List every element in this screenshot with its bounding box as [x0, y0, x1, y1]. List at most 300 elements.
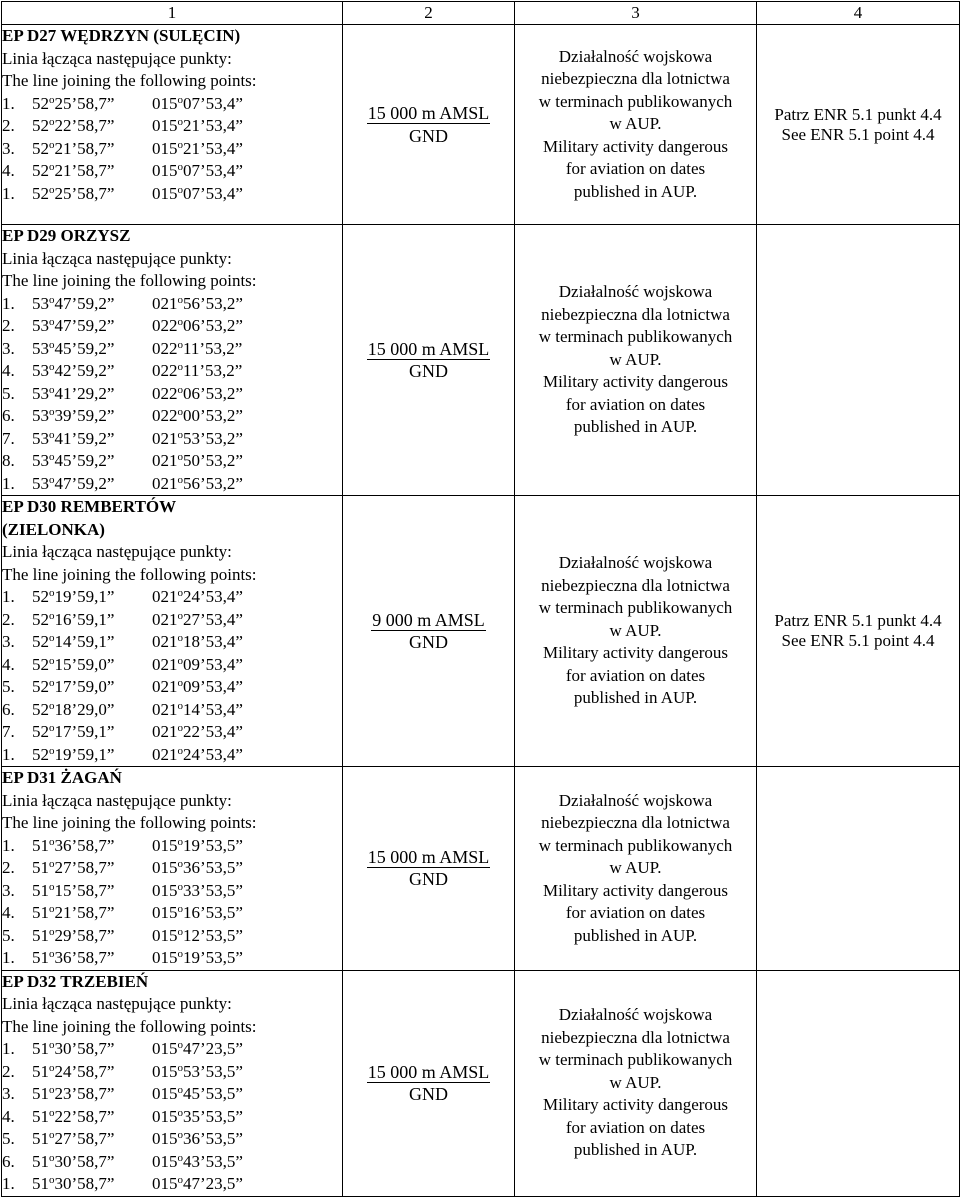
- latitude-degrees: 52: [32, 138, 49, 158]
- latitude-degrees: 51: [32, 1129, 49, 1148]
- point-number: 2.: [2, 858, 15, 877]
- vertical-limits-cell: [343, 970, 515, 1196]
- longitude-degrees: 021: [152, 677, 178, 696]
- point-number: 4.: [2, 903, 15, 922]
- latitude-minutes-seconds: 47’59,2”: [54, 293, 115, 313]
- activity-text-line: for aviation on dates: [565, 665, 706, 685]
- degree-sign: o: [49, 609, 55, 622]
- latitude: [32, 1151, 152, 1174]
- point-number: 1.: [2, 948, 15, 967]
- degree-sign: o: [49, 473, 55, 486]
- longitude-degrees: 021: [152, 654, 178, 674]
- degree-sign: o: [49, 383, 55, 396]
- longitude: [152, 1084, 243, 1103]
- coordinate-point: [2, 383, 342, 406]
- degree-sign: o: [49, 1129, 55, 1141]
- point-number: 1.: [2, 587, 15, 606]
- latitude-minutes-seconds: 17’59,0”: [54, 677, 115, 696]
- coordinate-point: [2, 721, 342, 744]
- point-number: 3.: [2, 632, 15, 651]
- degree-sign: o: [49, 1039, 55, 1051]
- latitude-minutes-seconds: 16’59,1”: [54, 609, 115, 629]
- latitude-degrees: 51: [32, 1039, 49, 1058]
- boundary-description-en: The line joining the following points:: [2, 71, 257, 90]
- activity-text-line: published in AUP.: [573, 1140, 698, 1160]
- activity-text-line: niebezpieczna dla lotnictwa: [541, 813, 730, 832]
- degree-sign: o: [49, 338, 55, 351]
- longitude-degrees: 015: [152, 925, 178, 945]
- coordinate-point: [2, 654, 342, 677]
- degree-sign: o: [177, 293, 183, 306]
- remarks-text-line: Patrz ENR 5.1 punkt 4.4: [774, 104, 942, 124]
- longitude-minutes-seconds: 24’53,4”: [183, 744, 243, 764]
- point-number: 4.: [2, 361, 15, 380]
- latitude: [32, 654, 152, 677]
- degree-sign: o: [49, 632, 55, 644]
- remarks-text-line: Patrz ENR 5.1 punkt 4.4: [774, 611, 942, 630]
- activity-text-line: Działalność wojskowa: [558, 790, 713, 810]
- latitude-minutes-seconds: 19’59,1”: [54, 744, 115, 764]
- activity-text-line: Military activity dangerous: [542, 372, 729, 392]
- activity-cell: [515, 767, 757, 971]
- latitude-degrees: 52: [32, 116, 49, 135]
- airspace-table: [1, 1, 960, 1197]
- point-number: 5.: [2, 925, 15, 945]
- longitude: [152, 116, 243, 135]
- latitude: [32, 450, 152, 473]
- remarks-cell: [757, 25, 960, 225]
- latitude-degrees: 51: [32, 858, 49, 877]
- latitude: [32, 699, 152, 722]
- latitude-minutes-seconds: 21’58,7”: [54, 138, 115, 158]
- degree-sign: o: [177, 948, 183, 960]
- activity-cell: [515, 496, 757, 767]
- latitude: [32, 835, 152, 858]
- longitude-degrees: 015: [152, 1106, 178, 1126]
- vertical-limits-cell: [343, 25, 515, 225]
- degree-sign: o: [177, 428, 183, 441]
- upper-limit: 15 000 m AMSL: [367, 846, 490, 867]
- coordinate-point: [2, 93, 342, 116]
- degree-sign: o: [177, 654, 183, 667]
- latitude-minutes-seconds: 36’58,7”: [54, 948, 115, 967]
- longitude-minutes-seconds: 14’53,4”: [183, 699, 243, 719]
- column-number-1: 1: [2, 2, 343, 25]
- latitude: [32, 586, 152, 609]
- point-number: 1.: [2, 1039, 15, 1058]
- degree-sign: o: [49, 1106, 55, 1119]
- latitude-degrees: 51: [32, 880, 49, 900]
- coordinate-point: [2, 744, 342, 767]
- degree-sign: o: [177, 903, 183, 915]
- latitude-minutes-seconds: 36’58,7”: [54, 835, 115, 855]
- longitude-degrees: 022: [152, 383, 178, 403]
- activity-text-line: for aviation on dates: [565, 394, 706, 414]
- latitude-minutes-seconds: 41’29,2”: [54, 383, 115, 403]
- latitude-degrees: 52: [32, 744, 49, 764]
- point-number: 5.: [2, 1129, 15, 1148]
- boundary-description-pl: Linia łącząca następujące punkty:: [2, 790, 232, 810]
- latitude-minutes-seconds: 30’58,7”: [54, 1039, 115, 1058]
- longitude-degrees: 015: [152, 138, 178, 158]
- point-number: 3.: [2, 138, 15, 158]
- latitude-degrees: 53: [32, 338, 49, 358]
- zone-area-cell: [2, 496, 343, 767]
- longitude: [152, 722, 243, 741]
- activity-text-line: w AUP.: [609, 620, 662, 640]
- degree-sign: o: [177, 473, 183, 486]
- longitude-degrees: 021: [152, 293, 178, 313]
- latitude-degrees: 51: [32, 1061, 49, 1081]
- longitude-minutes-seconds: 06’53,2”: [183, 383, 243, 403]
- point-number: 3.: [2, 338, 15, 358]
- longitude-degrees: 015: [152, 948, 178, 967]
- degree-sign: o: [177, 138, 183, 151]
- boundary-description-en: The line joining the following points:: [2, 1016, 257, 1036]
- point-number: 4.: [2, 654, 15, 674]
- latitude: [32, 631, 152, 654]
- longitude-degrees: 015: [152, 93, 178, 113]
- point-number: 2.: [2, 1061, 15, 1081]
- activity-text-line: niebezpieczna dla lotnictwa: [541, 1027, 730, 1047]
- remarks-cell: [757, 970, 960, 1196]
- degree-sign: o: [177, 1174, 183, 1186]
- longitude-minutes-seconds: 36’53,5”: [183, 858, 243, 877]
- latitude: [32, 744, 152, 767]
- latitude: [32, 721, 152, 744]
- latitude-degrees: 52: [32, 632, 49, 651]
- latitude: [32, 857, 152, 880]
- longitude: [152, 587, 243, 606]
- point-number: 6.: [2, 406, 15, 425]
- longitude: [152, 655, 243, 674]
- degree-sign: o: [177, 632, 183, 644]
- degree-sign: o: [177, 880, 183, 893]
- point-number: 6.: [2, 1151, 15, 1171]
- boundary-description-en: The line joining the following points:: [2, 813, 257, 832]
- column-header-row: [2, 2, 960, 25]
- longitude-degrees: 015: [152, 1129, 178, 1148]
- degree-sign: o: [177, 835, 183, 848]
- longitude-minutes-seconds: 43’53,5”: [183, 1151, 243, 1171]
- latitude: [32, 925, 152, 948]
- degree-sign: o: [177, 161, 183, 173]
- boundary-description-pl: Linia łącząca następujące punkty:: [2, 542, 232, 561]
- degree-sign: o: [49, 925, 55, 938]
- degree-sign: o: [177, 183, 183, 196]
- latitude-minutes-seconds: 21’58,7”: [54, 903, 115, 922]
- longitude-degrees: 015: [152, 183, 178, 203]
- zone-row: [2, 225, 960, 496]
- degree-sign: o: [49, 903, 55, 915]
- degree-sign: o: [177, 744, 183, 757]
- degree-sign: o: [177, 1084, 183, 1096]
- latitude-degrees: 52: [32, 609, 49, 629]
- latitude-minutes-seconds: 39’59,2”: [54, 406, 115, 425]
- longitude-minutes-seconds: 50’53,2”: [183, 451, 243, 470]
- coordinate-point: [2, 315, 342, 338]
- latitude: [32, 93, 152, 116]
- longitude: [152, 384, 243, 403]
- latitude: [32, 1173, 152, 1196]
- longitude-degrees: 015: [152, 903, 178, 922]
- point-number: 1.: [2, 1174, 15, 1193]
- point-number: 5.: [2, 677, 15, 696]
- column-number-4: 4: [757, 2, 960, 25]
- latitude: [32, 1106, 152, 1129]
- degree-sign: o: [49, 948, 55, 960]
- coordinate-point: [2, 450, 342, 473]
- longitude-degrees: 015: [152, 1151, 178, 1171]
- activity-text-line: w terminach publikowanych: [538, 835, 733, 855]
- activity-text-line: w AUP.: [609, 858, 662, 877]
- latitude-minutes-seconds: 19’59,1”: [54, 587, 115, 606]
- longitude-minutes-seconds: 16’53,5”: [183, 903, 243, 922]
- latitude-minutes-seconds: 27’58,7”: [54, 858, 115, 877]
- latitude-degrees: 53: [32, 473, 49, 493]
- degree-sign: o: [49, 835, 55, 848]
- longitude: [152, 632, 243, 651]
- longitude: [152, 745, 243, 764]
- latitude-degrees: 53: [32, 361, 49, 380]
- activity-text-line: w AUP.: [609, 1072, 662, 1092]
- longitude-minutes-seconds: 33’53,5”: [183, 880, 243, 900]
- longitude-minutes-seconds: 00’53,2”: [183, 406, 243, 425]
- degree-sign: o: [49, 677, 55, 689]
- activity-text-line: Military activity dangerous: [542, 136, 729, 156]
- coordinate-point: [2, 1061, 342, 1084]
- longitude-degrees: 021: [152, 699, 178, 719]
- zone-name: EP D30 REMBERTÓW (ZIELONKA): [2, 497, 177, 539]
- latitude-minutes-seconds: 15’59,0”: [54, 654, 115, 674]
- longitude-minutes-seconds: 09’53,4”: [183, 654, 243, 674]
- latitude-minutes-seconds: 41’59,2”: [54, 428, 115, 448]
- degree-sign: o: [49, 699, 55, 712]
- degree-sign: o: [49, 722, 55, 734]
- longitude-degrees: 021: [152, 587, 178, 606]
- activity-text-line: published in AUP.: [573, 925, 698, 945]
- longitude-degrees: 015: [152, 1174, 178, 1193]
- coordinate-point: [2, 360, 342, 383]
- degree-sign: o: [49, 1174, 55, 1186]
- coordinate-point: [2, 428, 342, 451]
- latitude-minutes-seconds: 29’58,7”: [54, 925, 115, 945]
- longitude-degrees: 015: [152, 1084, 178, 1103]
- longitude-minutes-seconds: 21’53,4”: [183, 116, 243, 135]
- longitude: [152, 1039, 243, 1058]
- point-number: 4.: [2, 161, 15, 180]
- coordinate-point: [2, 631, 342, 654]
- degree-sign: o: [49, 138, 55, 151]
- latitude-minutes-seconds: 17’59,1”: [54, 722, 115, 741]
- activity-text-line: w AUP.: [609, 114, 662, 134]
- degree-sign: o: [177, 1129, 183, 1141]
- latitude-degrees: 52: [32, 183, 49, 203]
- longitude-degrees: 021: [152, 428, 178, 448]
- degree-sign: o: [49, 858, 55, 870]
- longitude: [152, 139, 243, 158]
- latitude: [32, 115, 152, 138]
- activity-text-line: w terminach publikowanych: [538, 327, 733, 347]
- longitude-minutes-seconds: 09’53,4”: [183, 677, 243, 696]
- latitude: [32, 1061, 152, 1084]
- longitude-degrees: 015: [152, 880, 178, 900]
- latitude-minutes-seconds: 21’58,7”: [54, 161, 115, 180]
- longitude-degrees: 022: [152, 361, 178, 380]
- coordinate-point: [2, 676, 342, 699]
- degree-sign: o: [49, 161, 55, 173]
- degree-sign: o: [177, 699, 183, 712]
- coordinate-point: [2, 338, 342, 361]
- longitude-minutes-seconds: 07’53,4”: [183, 161, 243, 180]
- zone-row: [2, 25, 960, 225]
- latitude-degrees: 51: [32, 1084, 49, 1103]
- activity-text-line: published in AUP.: [573, 688, 698, 708]
- activity-text-line: published in AUP.: [573, 417, 698, 437]
- longitude-minutes-seconds: 21’53,4”: [183, 138, 243, 158]
- point-number: 3.: [2, 1084, 15, 1103]
- latitude: [32, 880, 152, 903]
- upper-limit: 15 000 m AMSL: [367, 1061, 490, 1082]
- coordinate-point: [2, 1038, 342, 1061]
- activity-text-line: w AUP.: [609, 349, 662, 369]
- latitude-degrees: 53: [32, 383, 49, 403]
- latitude-minutes-seconds: 22’58,7”: [54, 1106, 115, 1126]
- degree-sign: o: [177, 722, 183, 734]
- latitude-minutes-seconds: 30’58,7”: [54, 1174, 115, 1193]
- latitude-degrees: 53: [32, 406, 49, 425]
- degree-sign: o: [49, 1151, 55, 1164]
- longitude-degrees: 021: [152, 473, 178, 493]
- latitude-degrees: 51: [32, 925, 49, 945]
- longitude: [152, 903, 243, 922]
- longitude: [152, 361, 242, 380]
- longitude: [152, 1107, 243, 1126]
- zone-name: EP D31 ŻAGAŃ: [2, 768, 122, 787]
- activity-text-line: Military activity dangerous: [542, 643, 729, 663]
- latitude-degrees: 51: [32, 903, 49, 922]
- longitude-minutes-seconds: 47’23,5”: [183, 1039, 243, 1058]
- degree-sign: o: [49, 116, 55, 128]
- zone-area-cell: [2, 25, 343, 225]
- column-number-2: 2: [343, 2, 515, 25]
- longitude-minutes-seconds: 12’53,5”: [183, 925, 243, 945]
- degree-sign: o: [49, 880, 55, 893]
- coordinate-point: [2, 160, 342, 183]
- latitude-minutes-seconds: 23’58,7”: [54, 1084, 115, 1103]
- degree-sign: o: [49, 654, 55, 667]
- zone-area-cell: [2, 767, 343, 971]
- longitude-minutes-seconds: 06’53,2”: [183, 316, 243, 335]
- coordinate-point: [2, 947, 342, 970]
- activity-text-line: for aviation on dates: [565, 159, 706, 179]
- degree-sign: o: [49, 361, 55, 373]
- coordinate-point: [2, 1083, 342, 1106]
- degree-sign: o: [49, 428, 55, 441]
- latitude: [32, 138, 152, 161]
- coordinate-point: [2, 586, 342, 609]
- coordinate-point: [2, 405, 342, 428]
- degree-sign: o: [177, 587, 183, 599]
- lower-limit: GND: [409, 361, 448, 381]
- longitude-minutes-seconds: 24’53,4”: [183, 587, 243, 606]
- point-number: 2.: [2, 116, 15, 135]
- longitude-degrees: 015: [152, 161, 178, 180]
- boundary-description-pl: Linia łącząca następujące punkty:: [2, 994, 232, 1013]
- activity-text-line: Military activity dangerous: [542, 880, 729, 900]
- point-number: 4.: [2, 1106, 15, 1126]
- boundary-description-en: The line joining the following points:: [2, 564, 257, 584]
- coordinate-point: [2, 1128, 342, 1151]
- latitude-minutes-seconds: 42’59,2”: [54, 361, 115, 380]
- longitude: [152, 858, 243, 877]
- boundary-description-pl: Linia łącząca następujące punkty:: [2, 248, 232, 268]
- longitude-minutes-seconds: 19’53,5”: [183, 948, 243, 967]
- degree-sign: o: [177, 116, 183, 128]
- column-number-3: 3: [515, 2, 757, 25]
- degree-sign: o: [177, 1039, 183, 1051]
- longitude-minutes-seconds: 22’53,4”: [183, 722, 243, 741]
- zone-row: [2, 970, 960, 1196]
- coordinate-point: [2, 183, 342, 206]
- degree-sign: o: [49, 1084, 55, 1096]
- remarks-cell: [757, 767, 960, 971]
- coordinate-point: [2, 1106, 342, 1129]
- vertical-limits-cell: [343, 496, 515, 767]
- longitude: [152, 339, 242, 358]
- activity-text-line: for aviation on dates: [565, 1117, 706, 1137]
- longitude-minutes-seconds: 45’53,5”: [183, 1084, 243, 1103]
- longitude-degrees: 021: [152, 609, 178, 629]
- remarks-text-line: See ENR 5.1 point 4.4: [781, 631, 935, 650]
- longitude-minutes-seconds: 19’53,5”: [183, 835, 243, 855]
- latitude: [32, 338, 152, 361]
- coordinate-point: [2, 1151, 342, 1174]
- point-number: 1.: [2, 93, 15, 113]
- coordinate-point: [2, 1173, 342, 1196]
- latitude-degrees: 52: [32, 699, 49, 719]
- longitude: [152, 184, 243, 203]
- longitude: [152, 1152, 243, 1171]
- latitude: [32, 183, 152, 206]
- upper-limit: 15 000 m AMSL: [367, 103, 490, 123]
- coordinate-point: [2, 857, 342, 880]
- longitude-minutes-seconds: 56’53,2”: [183, 293, 243, 313]
- latitude: [32, 360, 152, 383]
- latitude-minutes-seconds: 45’59,2”: [54, 451, 115, 470]
- zone-row: [2, 767, 960, 971]
- longitude: [152, 948, 243, 967]
- longitude: [152, 294, 243, 313]
- degree-sign: o: [49, 183, 55, 196]
- latitude-degrees: 53: [32, 451, 49, 470]
- activity-text-line: Działalność wojskowa: [558, 553, 713, 573]
- lower-limit: GND: [409, 632, 448, 652]
- activity-text-line: w terminach publikowanych: [538, 1050, 733, 1070]
- degree-sign: o: [49, 451, 55, 463]
- latitude: [32, 1128, 152, 1151]
- latitude-degrees: 53: [32, 293, 49, 313]
- longitude-minutes-seconds: 35’53,5”: [183, 1106, 243, 1126]
- latitude: [32, 902, 152, 925]
- degree-sign: o: [49, 744, 55, 757]
- vertical-limits-cell: [343, 225, 515, 496]
- longitude-minutes-seconds: 07’53,4”: [183, 93, 243, 113]
- longitude-degrees: 015: [152, 1061, 178, 1081]
- latitude-degrees: 52: [32, 677, 49, 696]
- longitude-minutes-seconds: 47’23,5”: [183, 1174, 243, 1193]
- longitude: [152, 610, 243, 629]
